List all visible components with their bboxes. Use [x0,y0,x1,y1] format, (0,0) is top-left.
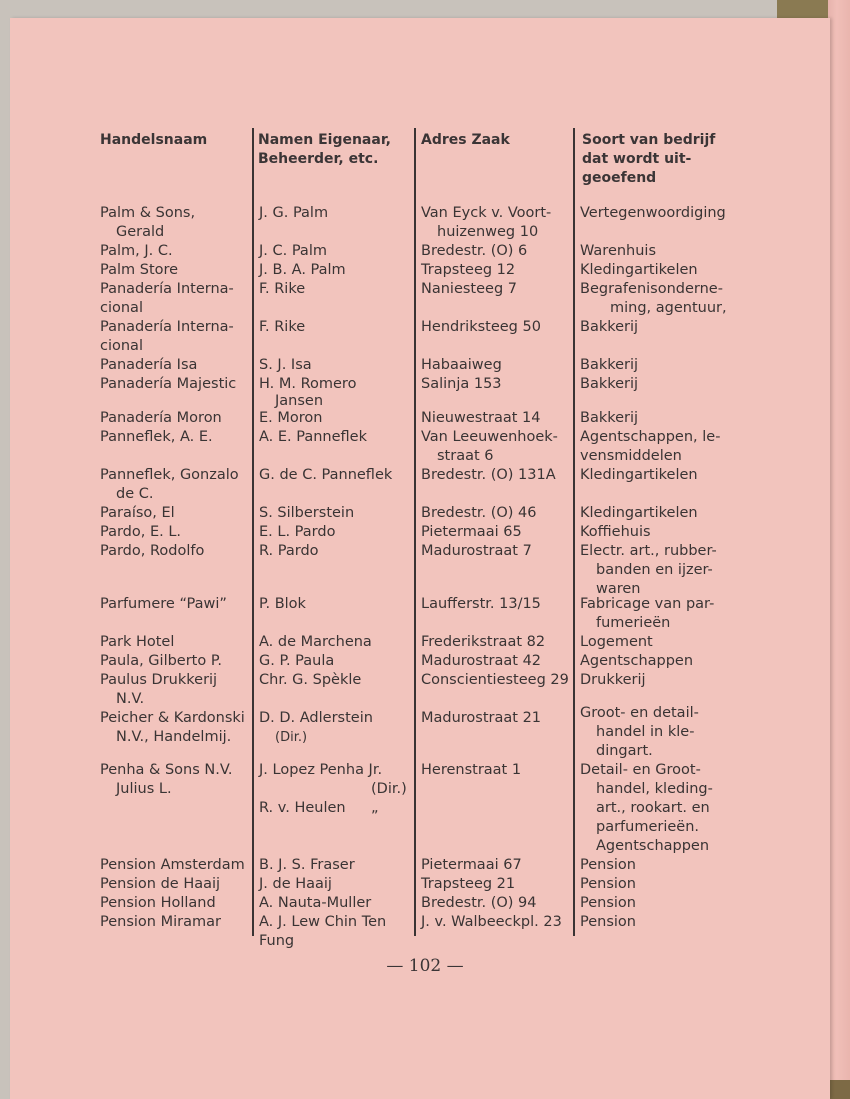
list-item: Bakkerij [580,410,639,426]
list-item: J. B. A. Palm [259,262,346,278]
column-divider-3 [573,128,575,936]
list-item: Koffiehuis [580,524,651,540]
list-item: Bakkerij [580,376,639,392]
header-namen-eigenaar [258,131,391,169]
header-soort-line3: geoefend [582,170,657,186]
list-item: Pension [580,876,636,892]
header-adres-zaak: Adres Zaak [421,132,510,148]
list-item: Pension Holland [100,895,216,911]
list-item: fumerieën [596,615,671,631]
page-edge [828,0,850,1099]
list-item: Gerald [116,224,165,240]
list-item: D. D. Adlerstein [259,710,373,726]
list-item: Groot- en detail- [580,705,699,721]
list-item: Panadería Moron [100,410,222,426]
list-item: N.V. [116,691,145,707]
list-item: Conscientiesteeg 29 [421,672,569,688]
list-item: Bakkerij [580,319,639,335]
list-item: de C. [116,486,154,502]
list-item: N.V., Handelmij. [116,729,232,745]
list-item: ming, agentuur, [610,300,727,316]
list-item: Bakkerij [580,357,639,373]
list-item: cional [100,338,143,354]
list-item: Park Hotel [100,634,175,650]
list-item: Agentschappen, le- [580,429,721,445]
list-item: Peicher & Kardonski [100,710,245,726]
list-item: vensmiddelen [580,448,682,464]
list-item: Penha & Sons N.V. [100,762,233,778]
list-item: Parfumere “Pawi” [100,596,227,612]
list-item: B. J. S. Fraser [259,857,355,873]
list-item: Kledingartikelen [580,467,698,483]
column-divider-1 [252,128,254,936]
list-item: Pension [580,914,636,930]
list-item: Kledingartikelen [580,262,698,278]
list-item: A. de Marchena [259,634,372,650]
list-item: Fabricage van par- [580,596,715,612]
list-item: Madurostraat 21 [421,710,542,726]
list-item: Trapsteeg 21 [421,876,516,892]
list-item: Fung [259,933,295,949]
list-item: Pietermaai 67 [421,857,522,873]
list-item: E. Moron [259,410,323,426]
list-item: Panneflek, A. E. [100,429,213,445]
header-soort-bedrijf [582,131,715,188]
list-item: Naniesteeg 7 [421,281,517,297]
list-item: A. E. Panneflek [259,429,367,445]
list-item: J. v. Walbeeckpl. 23 [421,914,562,930]
list-item: J. G. Palm [259,205,329,221]
list-item: Chr. G. Spèkle [259,672,362,688]
list-item: Laufferstr. 13/15 [421,596,541,612]
page-number: — 102 — [386,956,464,976]
list-item: G. P. Paula [259,653,335,669]
list-item: H. M. Romero [259,376,357,392]
list-item: art., rookart. en [596,800,710,816]
list-item: P. Blok [259,596,306,612]
list-item: Salinja 153 [421,376,502,392]
list-item: Palm, J. C. [100,243,173,259]
list-item: Pietermaai 65 [421,524,522,540]
list-item: J. C. Palm [259,243,327,259]
list-item: Pardo, Rodolfo [100,543,205,559]
list-item: dingart. [596,743,653,759]
list-item: Agentschappen [580,653,694,669]
list-item: G. de C. Panneflek [259,467,393,483]
list-item: Herenstraat 1 [421,762,522,778]
list-item: „ [371,800,379,816]
list-item: handel, kleding- [596,781,713,797]
column-divider-2 [414,128,416,936]
list-item: Palm & Sons, [100,205,196,221]
list-item: Pension Amsterdam [100,857,245,873]
list-item: Pension Miramar [100,914,221,930]
header-namen-line1: Namen Eigenaar, [258,132,391,148]
list-item: Kledingartikelen [580,505,698,521]
list-item: Agentschappen [596,838,710,854]
list-item: Pardo, E. L. [100,524,182,540]
list-item: huizenweg 10 [437,224,539,240]
list-item: Bredestr. (O) 46 [421,505,537,521]
list-item: Bredestr. (O) 94 [421,895,537,911]
list-item: A. J. Lew Chin Ten [259,914,387,930]
list-item: Electr. art., rubber- [580,543,717,559]
list-item: R. v. Heulen [259,800,346,816]
list-item: Madurostraat 7 [421,543,532,559]
list-item: Bredestr. (O) 131A [421,467,556,483]
list-item: (Dir.) [275,730,308,745]
list-item: R. Pardo [259,543,319,559]
list-item: E. L. Pardo [259,524,336,540]
list-item: Begrafenisonderne- [580,281,723,297]
list-item: Palm Store [100,262,179,278]
list-item: Frederikstraat 82 [421,634,546,650]
list-item: Drukkerij [580,672,646,688]
list-item: Bredestr. (O) 6 [421,243,528,259]
list-item: Panneflek, Gonzalo [100,467,239,483]
list-item: A. Nauta-Muller [259,895,372,911]
header-soort-line2: dat wordt uit- [582,151,692,167]
list-item: Pension [580,895,636,911]
header-handelsnaam: Handelsnaam [100,132,208,148]
list-item: Detail- en Groot- [580,762,701,778]
list-item: cional [100,300,143,316]
list-item: Panadería Interna- [100,281,234,297]
list-item: Pension [580,857,636,873]
list-item: Madurostraat 42 [421,653,542,669]
list-item: S. J. Isa [259,357,312,373]
list-item: Panadería Majestic [100,376,237,392]
list-item: J. de Haaij [259,876,332,892]
list-item: waren [596,581,641,597]
list-item: straat 6 [437,448,494,464]
header-soort-line1: Soort van bedrijf [582,132,716,148]
list-item: Pension de Haaij [100,876,221,892]
list-item: Warenhuis [580,243,657,259]
list-item: Vertegenwoordiging [580,205,726,221]
list-item: Paulus Drukkerij [100,672,218,688]
list-item: Panadería Interna- [100,319,234,335]
list-item: parfumerieën. [596,819,700,835]
list-item: banden en ijzer- [596,562,713,578]
list-item: Jansen [275,393,324,409]
list-item: Paula, Gilberto P. [100,653,222,669]
list-item: Panadería Isa [100,357,198,373]
list-item: Hendriksteeg 50 [421,319,541,335]
list-item: F. Rike [259,319,306,335]
header-namen-line2: Beheerder, etc. [258,151,379,167]
list-item: J. Lopez Penha Jr. [259,762,383,778]
list-item: F. Rike [259,281,306,297]
list-item: Julius L. [116,781,172,797]
list-item: Van Eyck v. Voort- [421,205,552,221]
list-item: handel in kle- [596,724,695,740]
list-item: Van Leeuwenhoek- [421,429,558,445]
list-item: Nieuwestraat 14 [421,410,541,426]
list-item: Paraíso, El [100,505,175,521]
list-item: Habaaiweg [421,357,502,373]
list-item: (Dir.) [371,781,407,797]
list-item: Logement [580,634,653,650]
list-item: S. Silberstein [259,505,355,521]
list-item: Trapsteeg 12 [421,262,516,278]
